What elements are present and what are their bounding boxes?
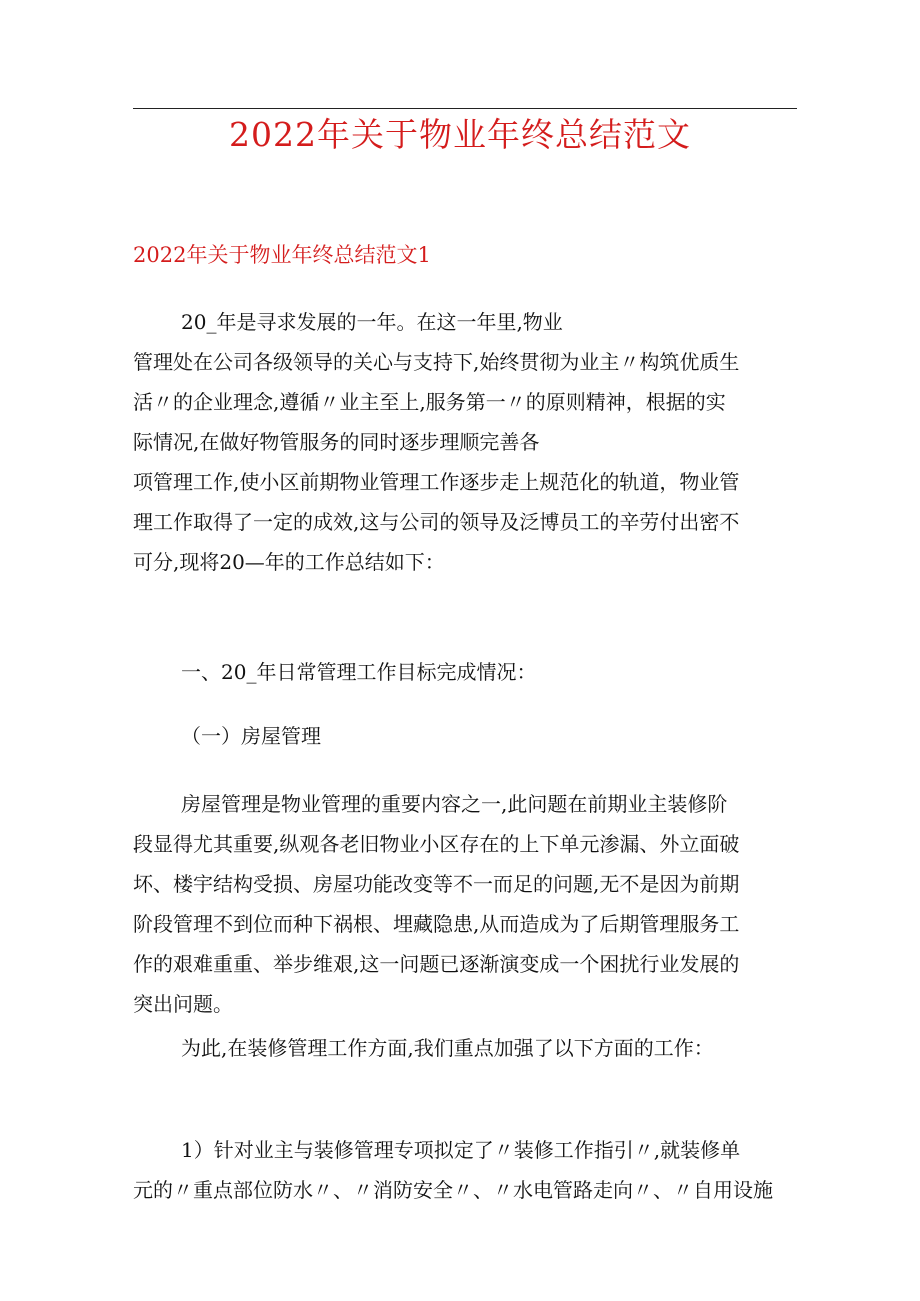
paragraph-line: 际情况,在做好物管服务的同时逐步理顺完善各 [133,430,540,454]
paragraph-line: 理工作取得了一定的成效,这与公司的领导及泛博员工的辛劳付出密不 [133,510,740,534]
paragraph-intro [133,302,797,582]
paragraph-line: 1）针对业主与装修管理专项拟定了〃装修工作指引〃,就装修单 [181,1138,741,1162]
paragraph-line: 阶段管理不到位而种下祸根、埋藏隐患,从而造成为了后期管理服务工 [133,912,740,936]
header-rule [133,108,797,109]
paragraph-line: 坏、楼宇结构受损、房屋功能改变等不一而足的问题,无不是因为前期 [133,872,740,896]
paragraph-line: 可分,现将20—年的工作总结如下： [133,550,445,574]
paragraph-line: 活〃的企业理念,遵循〃业主至上,服务第一〃的原则精神，根据的实 [133,390,726,414]
paragraph-focus [133,1028,797,1068]
paragraph-line: 管理处在公司各级领导的关心与支持下,始终贯彻为业主〃构筑优质生 [133,350,740,374]
heading-text: （一）房屋管理 [181,724,321,748]
paragraph-housing [133,784,797,1024]
paragraph-line: 作的艰难重重、举步维艰,这一问题已逐渐演变成一个困扰行业发展的 [133,952,740,976]
paragraph-line: 段显得尤其重要,纵观各老旧物业小区存在的上下单元渗漏、外立面破 [133,832,740,856]
paragraph-line: 房屋管理是物业管理的重要内容之一,此问题在前期业主装修阶 [181,792,728,816]
paragraph-line: 项管理工作,使小区前期物业管理工作逐步走上规范化的轨道，物业管 [133,470,740,494]
paragraph-line: 元的〃重点部位防水〃、〃消防安全〃、〃水电管路走向〃、〃自用设施 [133,1178,773,1202]
paragraph-item-1 [133,1130,797,1210]
heading-goals [133,652,797,692]
document-title: 2022年关于物业年终总结范文 [229,115,691,154]
heading-housing [133,716,797,756]
paragraph-line: 20_年是寻求发展的一年。在这一年里,物业 [181,310,563,334]
section-subtitle: 2022年关于物业年终总结范文1 [133,243,431,267]
paragraph-line: 突出问题。 [133,992,233,1016]
paragraph-line: 为此,在装修管理工作方面,我们重点加强了以下方面的工作： [181,1036,714,1060]
heading-text: 一、20_年日常管理工作目标完成情况： [181,660,537,684]
